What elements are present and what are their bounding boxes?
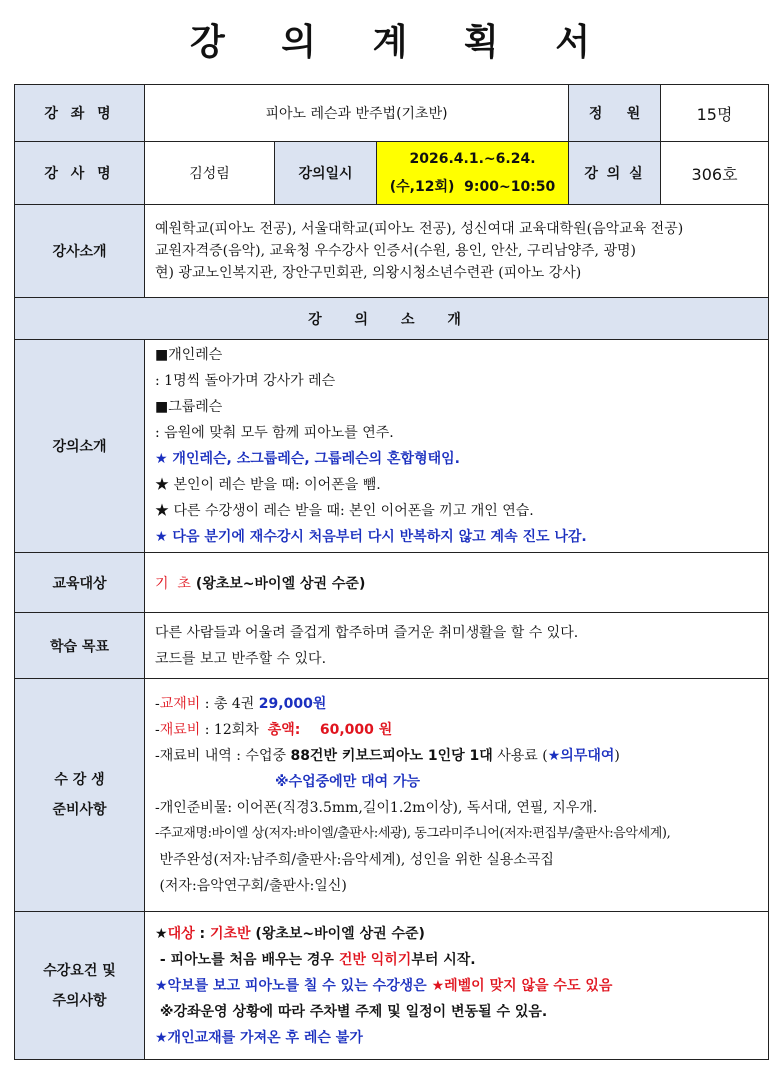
detail-a: -재료비 내역 : 수업중 — [155, 748, 291, 764]
notice-row — [15, 912, 769, 1060]
textbook-key: 교재비 — [159, 696, 201, 712]
prep-row — [15, 679, 769, 912]
material-key: 재료비 — [159, 722, 201, 738]
material-detail-line — [155, 743, 758, 769]
textbook-prefix: - — [155, 696, 160, 712]
lecture-date-label: 강의일시 — [275, 142, 377, 205]
prep-content — [145, 679, 769, 912]
prep-label-line2: 준비사항 — [52, 802, 107, 818]
bio-line: 예원학교(피아노 전공), 서울대학교(피아노 전공), 성신여대 교육대학원(음악교육 전공) — [155, 221, 684, 237]
notice-level-a: ★악보를 보고 피아노를 칠 수 있는 수강생은 — [155, 977, 432, 994]
teacher-row — [15, 142, 769, 205]
notice-target-key: 대상 — [167, 925, 195, 942]
textbook-price: 29,000원 — [258, 696, 327, 712]
room-label: 강 의 실 — [569, 142, 661, 205]
teacher-name-label: 강 사 명 — [15, 142, 145, 205]
notice-level-b: ★레벨이 맞지 않을 수도 있음 — [431, 977, 613, 994]
prep-label — [15, 679, 145, 912]
bio-content — [145, 205, 769, 298]
page-title: 강 의 계 획 서 — [189, 22, 612, 63]
target-level: 기 초 — [155, 575, 191, 592]
notice-sep: : — [194, 925, 210, 942]
prep-label-line1: 수 강 생 — [54, 772, 105, 788]
intro-content — [145, 340, 769, 553]
notice-line-target — [155, 921, 758, 947]
books-line: (저자:음악연구회/출판사:일신) — [155, 878, 347, 894]
detail-b: 88건반 키보드피아노 1인당 1대 — [290, 748, 493, 764]
course-row — [15, 85, 769, 142]
intro-line: ★ 다음 분기에 재수강시 처음부터 다시 반복하지 않고 계속 진도 나감. — [155, 529, 587, 545]
lecture-date-value — [377, 142, 569, 205]
target-desc: (왕초보~바이엘 상권 수준) — [190, 575, 366, 592]
lecture-plan-table — [14, 84, 769, 1060]
intro-line: ★ 개인레슨, 소그룹레슨, 그룹레슨의 혼합형태임. — [155, 451, 460, 467]
notice-beginner-b: 건반 익히기 — [338, 951, 412, 968]
notice-beginner-a: - 피아노를 처음 배우는 경우 — [155, 951, 339, 968]
goal-line: 코드를 보고 반주할 수 있다. — [155, 650, 327, 667]
intro-line: ■개인레슨 — [155, 347, 223, 363]
course-name-label: 강 좌 명 — [15, 85, 145, 142]
goal-content — [145, 613, 769, 679]
goal-line: 다른 사람들과 어울려 즐겁게 합주하며 즐거운 취미생활을 할 수 있다. — [155, 624, 579, 641]
bio-label: 강사소개 — [15, 205, 145, 298]
bio-line: 현) 광교노인복지관, 장안구민회관, 의왕시청소년수련관 (피아노 강사) — [155, 265, 582, 281]
capacity-value: 15명 — [661, 85, 769, 142]
intro-line: ★ 본인이 레슨 받을 때: 이어폰을 뺌. — [155, 477, 381, 493]
intro-label: 강의소개 — [15, 340, 145, 553]
books-line: -주교재명:바이엘 상(저자:바이엘/출판사:세광), 동그라미주니어(저자:편집부/출판사:음악세계), — [155, 826, 671, 841]
material-total-label: 총액: — [267, 722, 301, 738]
lecture-date-time: (수,12회) 9:00~10:50 — [389, 179, 556, 195]
notice-level-desc: (왕초보~바이엘 상권 수준) — [250, 925, 425, 942]
notice-line-beginner — [155, 947, 758, 973]
target-label: 교육대상 — [15, 553, 145, 613]
target-row — [15, 553, 769, 613]
section-header-row — [15, 298, 769, 340]
goal-row — [15, 613, 769, 679]
notice-beginner-c: 부터 시작. — [411, 951, 476, 968]
course-name-value: 피아노 레슨과 반주법(기초반) — [145, 85, 569, 142]
goal-label: 학습 목표 — [15, 613, 145, 679]
capacity-label: 정 원 — [569, 85, 661, 142]
intro-line: ■그룹레슨 — [155, 399, 223, 415]
rental-note: ※수업중에만 대여 가능 — [275, 774, 421, 790]
intro-line: ★ 다른 수강생이 레슨 받을 때: 본인 이어폰을 끼고 개인 연습. — [155, 503, 534, 519]
intro-line: : 음원에 맞춰 모두 함께 피아노를 연주. — [155, 425, 394, 441]
material-total: 60,000 원 — [300, 722, 393, 738]
notice-line-schedule: ※강좌운영 상황에 따라 주차별 주제 및 일정이 변동될 수 있음. — [155, 1003, 548, 1020]
notice-label-line2: 주의사항 — [52, 992, 107, 1009]
bio-line: 교원자격증(음악), 교육청 우수강사 인증서(수원, 용인, 안산, 구리남양주, 광명) — [155, 243, 636, 259]
personal-items-line: -개인준비물: 이어폰(직경3.5mm,길이1.2m이상), 독서대, 연필, 지우개. — [155, 800, 598, 816]
target-content — [145, 553, 769, 613]
lecture-date-range: 2026.4.1.~6.24. — [409, 151, 536, 167]
detail-e: ) — [614, 748, 620, 764]
detail-d: ★의무대여 — [547, 748, 615, 764]
teacher-name-value: 김성림 — [145, 142, 275, 205]
intro-line: : 1명씩 돌아가며 강사가 레슨 — [155, 373, 336, 389]
books-line: 반주완성(저자:남주희/출판사:음악세계), 성인을 위한 실용소곡집 — [155, 852, 554, 868]
notice-line-textbook: ★개인교재를 가져온 후 레슨 불가 — [155, 1029, 363, 1046]
material-prefix: - — [155, 722, 160, 738]
room-value: 306호 — [661, 142, 769, 205]
notice-line-level — [155, 973, 758, 999]
notice-level: 기초반 — [209, 925, 251, 942]
detail-c: 사용료 ( — [492, 748, 548, 764]
star-icon: ★ — [155, 925, 168, 942]
bio-row — [15, 205, 769, 298]
section-header: 강 의 소 개 — [15, 298, 769, 340]
intro-row — [15, 340, 769, 553]
textbook-fee-line — [155, 691, 758, 717]
textbook-mid: : 총 4권 — [200, 696, 259, 712]
notice-label — [15, 912, 145, 1060]
notice-label-line1: 수강요건 및 — [43, 962, 116, 979]
material-fee-line — [155, 717, 758, 743]
material-mid: : 12회차 — [200, 722, 268, 738]
notice-content — [145, 912, 769, 1060]
